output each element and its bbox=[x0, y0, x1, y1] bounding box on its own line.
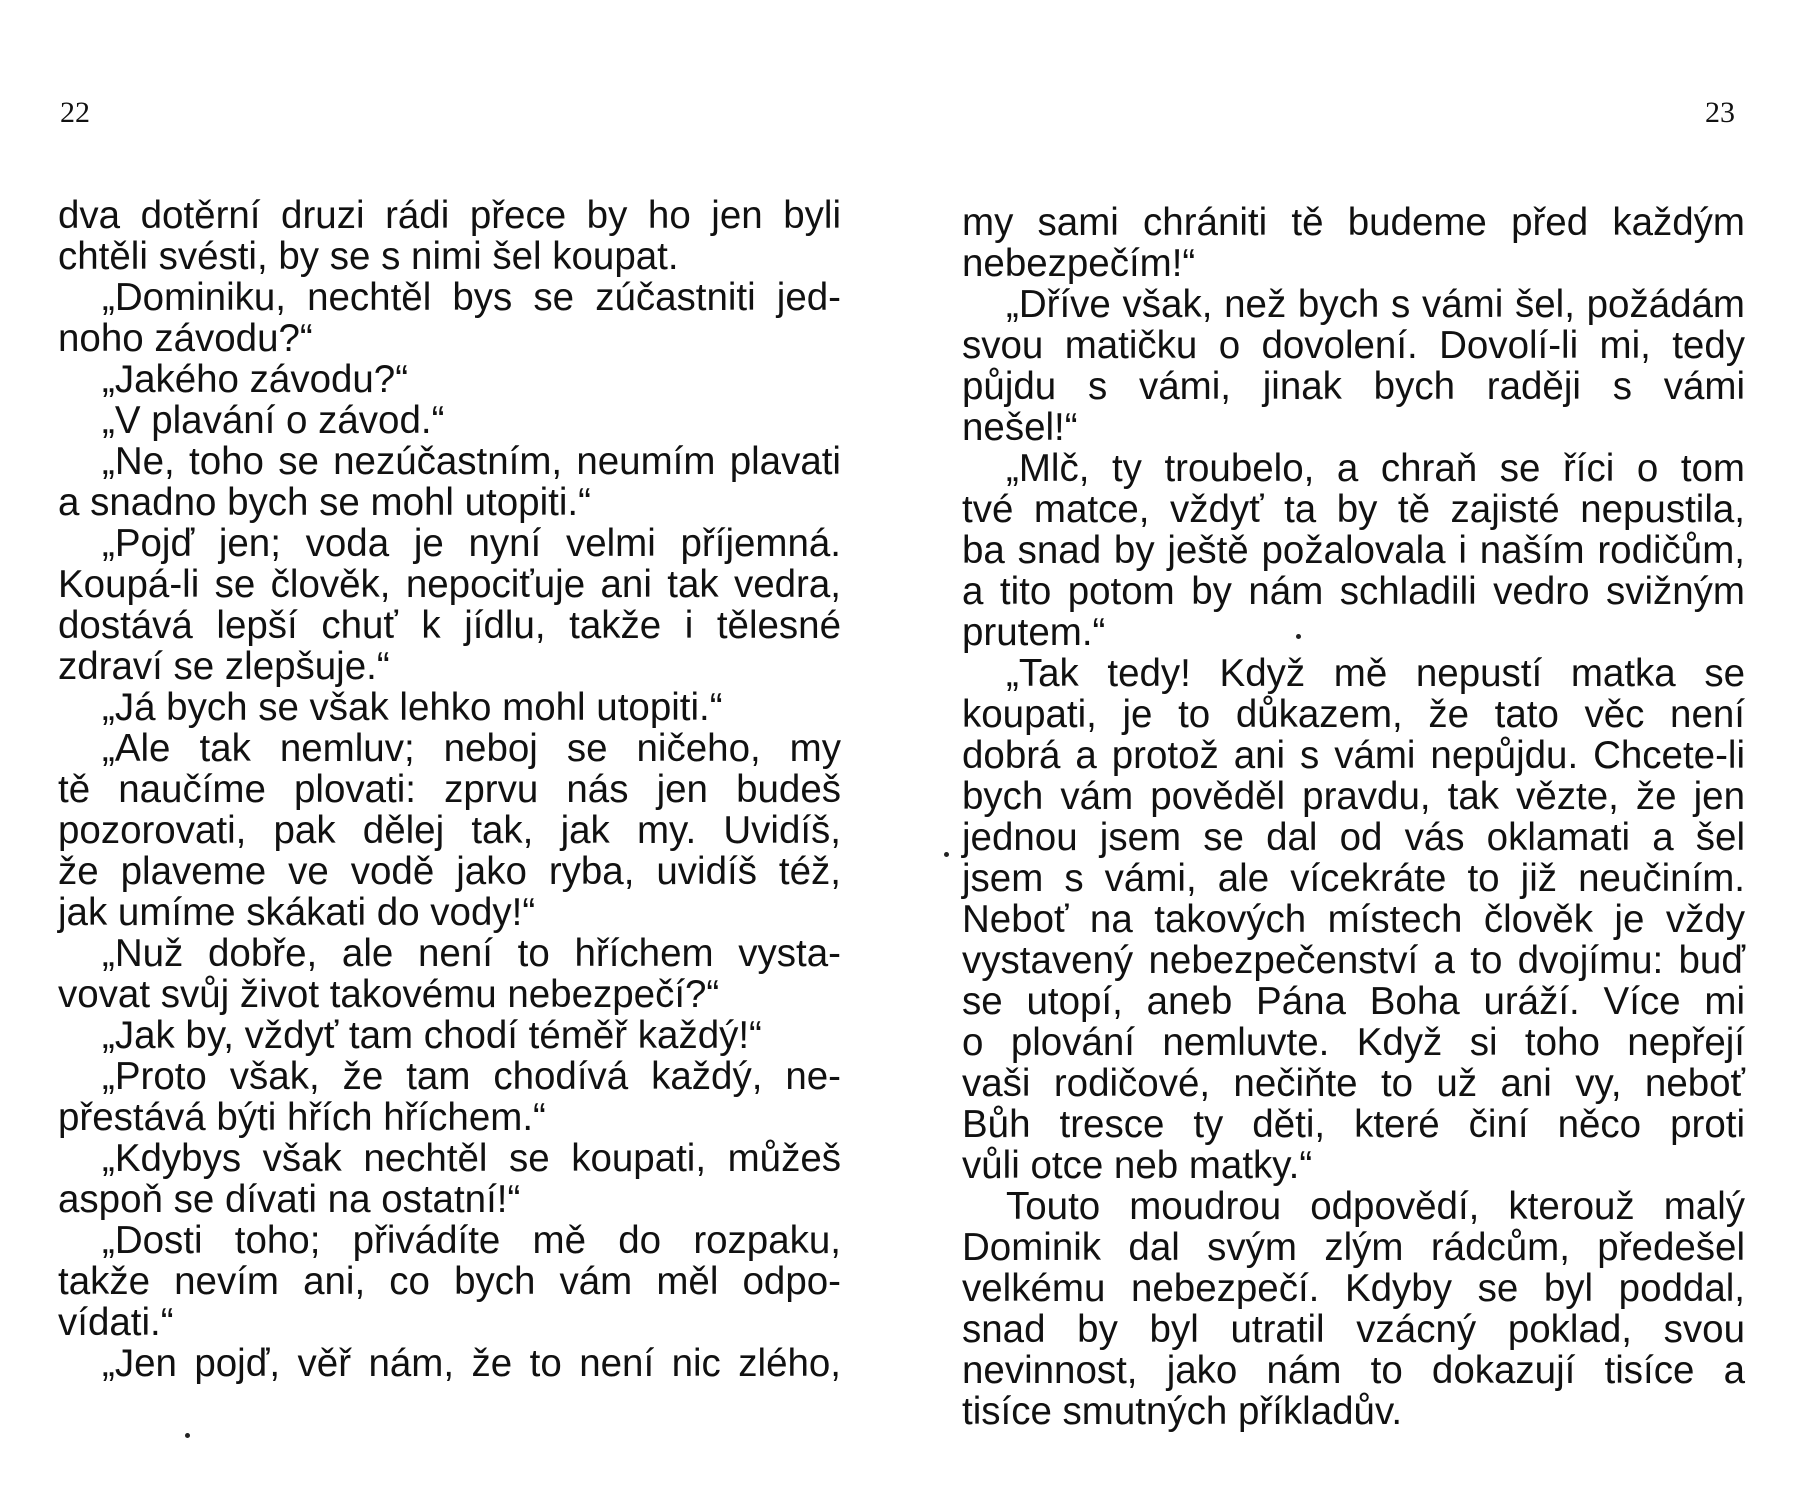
text-line: nešel!“ bbox=[962, 406, 1078, 449]
text-line: vovat svůj život takovému nebezpečí?“ bbox=[58, 973, 720, 1016]
page-number-left: 22 bbox=[60, 96, 90, 129]
text-line: o plování nemluvte. Když si toho nepřejí bbox=[962, 1021, 1745, 1064]
left-page-text bbox=[58, 195, 841, 1384]
text-line: pozorovati, pak dělej tak, jak my. Uvidíš, bbox=[58, 809, 841, 852]
text-line: aspoň se dívati na ostatní!“ bbox=[58, 1178, 521, 1221]
text-line: vystavený nebezpečenství a to dvojímu: buď bbox=[962, 939, 1745, 982]
text-line: „Ne, toho se nezúčastním, neumím plavati bbox=[102, 440, 841, 483]
text-line: „Jak by, vždyť tam chodí téměř každý!“ bbox=[102, 1014, 762, 1057]
print-speck bbox=[1296, 634, 1301, 639]
text-line: Koupá-li se člověk, nepociťuje ani tak vedra, bbox=[58, 563, 841, 606]
text-line: jsem s vámi, ale vícekráte to již neučiním. bbox=[962, 857, 1745, 900]
text-line: tě naučíme plovati: zprvu nás jen budeš bbox=[58, 768, 841, 811]
text-line: přestává býti hřích hříchem.“ bbox=[58, 1096, 546, 1139]
text-line: prutem.“ bbox=[962, 611, 1106, 654]
text-line: tvé matce, vždyť ta by tě zajisté nepustila, bbox=[962, 488, 1745, 531]
text-line: bych vám pověděl pravdu, tak vězte, že jen bbox=[962, 775, 1745, 818]
text-line: Touto moudrou odpovědí, kterouž malý bbox=[1006, 1185, 1745, 1228]
text-line: takže nevím ani, co bych vám měl odpo- bbox=[58, 1260, 841, 1303]
text-line: „Kdybys však nechtěl se koupati, můžeš bbox=[102, 1137, 841, 1180]
text-line: zdraví se zlepšuje.“ bbox=[58, 645, 390, 688]
text-line: vídati.“ bbox=[58, 1301, 174, 1344]
text-line: nevinnost, jako nám to dokazují tisíce a bbox=[962, 1349, 1745, 1392]
text-line: ba snad by ještě požalovala i naším rodičům, bbox=[962, 529, 1745, 572]
text-line: chtěli svésti, by se s nimi šel koupat. bbox=[58, 235, 679, 278]
text-line: jak umíme skákati do vody!“ bbox=[58, 891, 536, 934]
text-line: snad by byl utratil vzácný poklad, svou bbox=[962, 1308, 1745, 1351]
text-line: vůli otce neb matky.“ bbox=[962, 1144, 1313, 1187]
text-line: dobrá a protož ani s vámi nepůjdu. Chcete-li bbox=[962, 734, 1745, 777]
text-line: „Já bych se však lehko mohl utopiti.“ bbox=[102, 686, 723, 729]
text-line: „Pojď jen; voda je nyní velmi příjemná. bbox=[102, 522, 841, 565]
text-line: „Tak tedy! Když mě nepustí matka se bbox=[1006, 652, 1745, 695]
text-line: velkému nebezpečí. Kdyby se byl poddal, bbox=[962, 1267, 1745, 1310]
page-number-right: 23 bbox=[1705, 96, 1735, 129]
text-line: jednou jsem se dal od vás oklamati a šel bbox=[962, 816, 1745, 859]
text-line: že plaveme ve vodě jako ryba, uvidíš též, bbox=[58, 850, 841, 893]
text-line: „Ale tak nemluv; neboj se ničeho, my bbox=[102, 727, 841, 770]
text-line: „Dříve však, než bych s vámi šel, požádám bbox=[1006, 283, 1745, 326]
text-line: my sami chrániti tě budeme před každým bbox=[962, 201, 1745, 244]
text-line: „Dominiku, nechtěl bys se zúčastniti jed- bbox=[102, 276, 841, 319]
print-speck bbox=[185, 1433, 190, 1438]
text-line: tisíce smutných příkladův. bbox=[962, 1390, 1403, 1433]
text-line: koupati, je to důkazem, že tato věc není bbox=[962, 693, 1745, 736]
text-line: nebezpečím!“ bbox=[962, 242, 1196, 285]
text-line: „Jakého závodu?“ bbox=[102, 358, 409, 401]
text-line: a snadno bych se mohl utopiti.“ bbox=[58, 481, 591, 524]
text-line: Neboť na takových místech člověk je vždy bbox=[962, 898, 1745, 941]
text-line: a tito potom by nám schladili vedro svižným bbox=[962, 570, 1745, 613]
text-line: dostává lepší chuť k jídlu, takže i tělesné bbox=[58, 604, 841, 647]
print-speck bbox=[944, 852, 949, 857]
text-line: dva dotěrní druzi rádi přece by ho jen byli bbox=[58, 194, 841, 237]
text-line: vaši rodičové, nečiňte to už ani vy, neboť bbox=[962, 1062, 1745, 1105]
text-line: „Proto však, že tam chodívá každý, ne- bbox=[102, 1055, 841, 1098]
text-line: Bůh tresce ty děti, které činí něco proti bbox=[962, 1103, 1745, 1146]
text-line: „Dosti toho; přivádíte mě do rozpaku, bbox=[102, 1219, 841, 1262]
text-line: „Mlč, ty troubelo, a chraň se říci o tom bbox=[1006, 447, 1745, 490]
text-line: svou matičku o dovolení. Dovolí-li mi, tedy bbox=[962, 324, 1745, 367]
text-line: „Nuž dobře, ale není to hříchem vysta- bbox=[102, 932, 841, 975]
text-line: „Jen pojď, věř nám, že to není nic zlého, bbox=[102, 1342, 841, 1385]
text-line: půjdu s vámi, jinak bych raději s vámi bbox=[962, 365, 1745, 408]
text-line: „V plavání o závod.“ bbox=[102, 399, 445, 442]
right-page-text bbox=[962, 202, 1745, 1432]
text-line: noho závodu?“ bbox=[58, 317, 313, 360]
text-line: se utopí, aneb Pána Boha uráží. Více mi bbox=[962, 980, 1745, 1023]
text-line: Dominik dal svým zlým rádcům, předešel bbox=[962, 1226, 1745, 1269]
